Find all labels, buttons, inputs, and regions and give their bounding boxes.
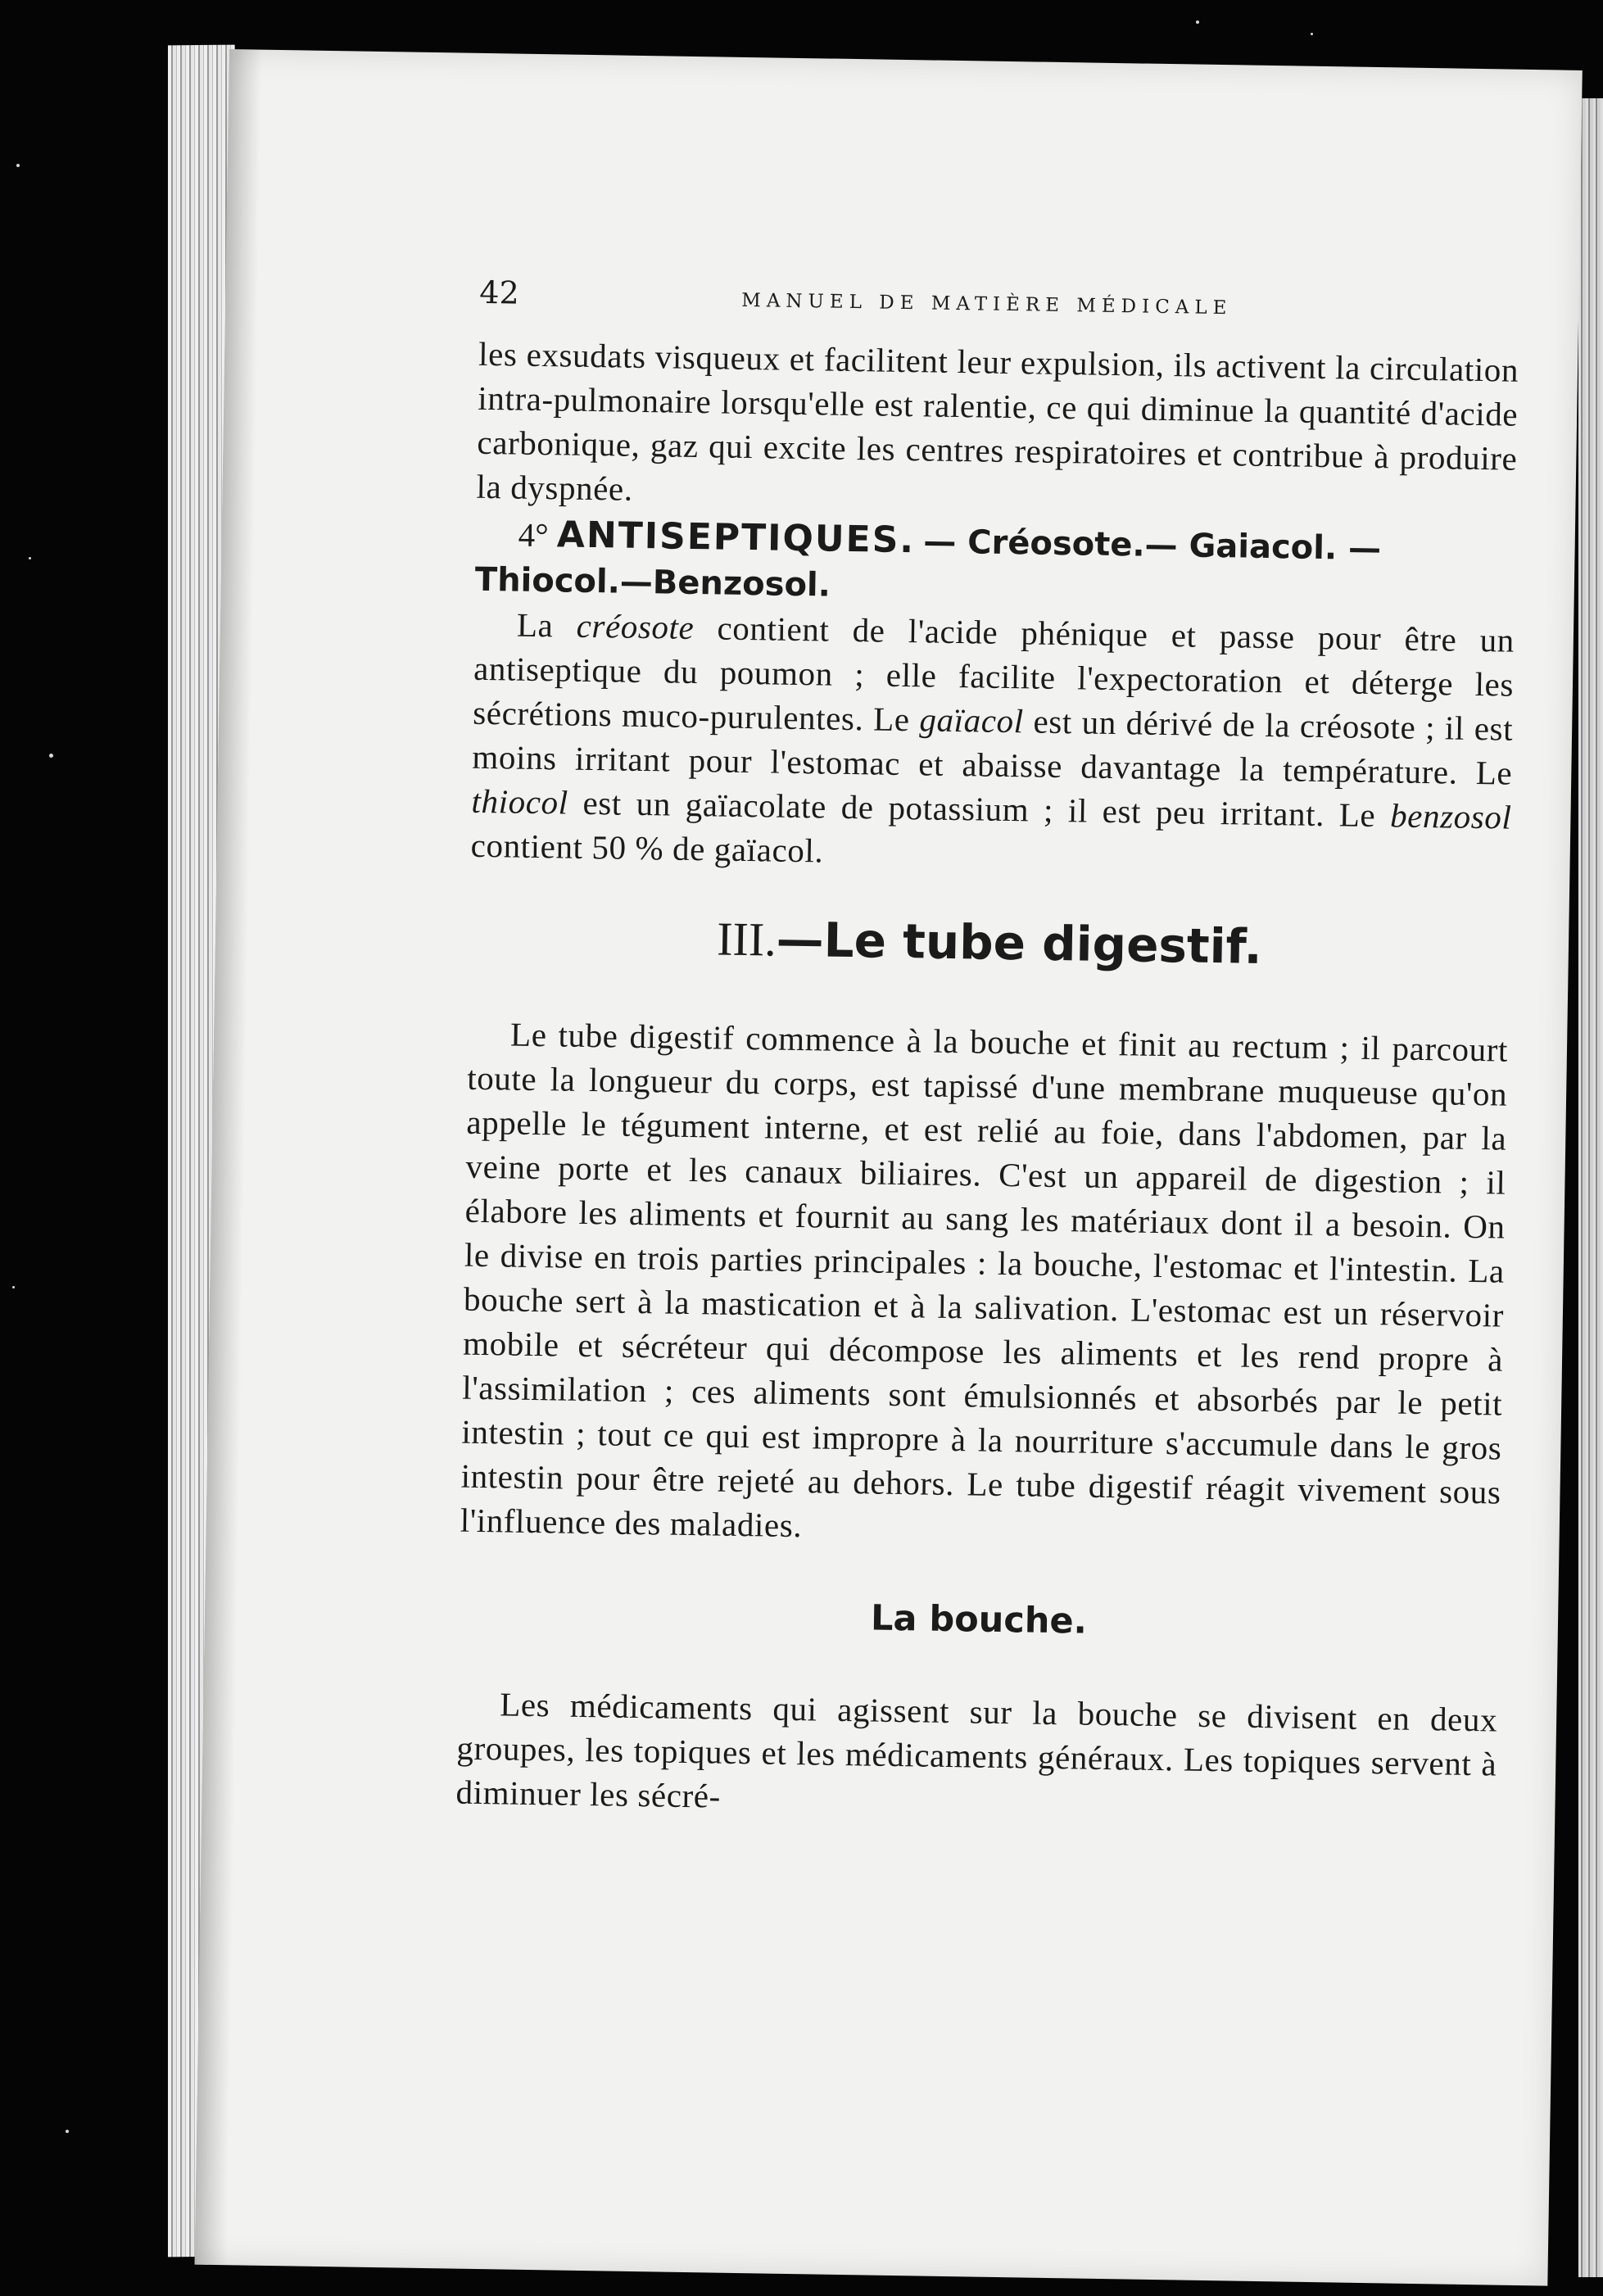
- text-run: contient 50 % de gaïacol.: [470, 826, 824, 870]
- page-content: [455, 274, 1519, 1831]
- text-run: est un dérivé de la créosote ; il est moins irritant pour l'estomac et abaisse davantage la température. Le: [472, 702, 1514, 792]
- scan-speck: [49, 754, 53, 758]
- page-number: 42: [479, 274, 520, 311]
- scan-speck: [29, 557, 31, 559]
- paragraph-continuation: les exsudats visqueux et facilitent leur expulsion, ils activent la circulation intra-pulmonaire lorsqu'elle est ralentie, ce qui diminue la quantité d'acide carbonique, gaz qui excite les centres respiratoires et contribue à produire la dyspnée.: [476, 334, 1519, 508]
- scan-speck: [16, 164, 20, 167]
- italic-term-creosote: créosote: [576, 606, 695, 646]
- text-run: est un gaïacolate de potassium ; il est peu irritant. Le: [568, 783, 1391, 835]
- book-page: [195, 49, 1583, 2286]
- section-title: ANTISEPTIQUES.: [556, 514, 916, 562]
- paragraph-bouche: Les médicaments qui agissent sur la bouche se divisent en deux groupes, les topiques et les médicaments généraux. Les topiques servent à diminuer les sécré-: [455, 1685, 1498, 1815]
- scan-speck: [12, 1286, 15, 1288]
- text-run: La: [516, 605, 577, 645]
- italic-term-thiocol: thiocol: [471, 781, 569, 822]
- section-heading-antiseptiques: [474, 512, 1516, 618]
- section-drug-list: — Créosote.— Gaiacol. —Thiocol.—Benzosol.: [474, 523, 1382, 605]
- paragraph-tube-digestif: Le tube digestif commence à la bouche et finit au rectum ; il parcourt toute la longueur du corps, est tapissé d'une membrane muqueuse qu'on appelle le tégument interne, et est relié au foie, dans l'abdomen, par la veine porte et les canaux biliaires. C'est un appareil de digestion ; il élabore les aliments et fournit au sang les matériaux dont il a besoin. On le divise en trois parties principales : la bouche, l'estomac et l'intestin. La bouche sert à la mastication et à la salivation. L'estomac est un réservoir mobile et sécréteur qui décompose les aliments et les rend propre à l'assimilation ; ces aliments sont émulsionnés et absorbés par le petit intestin ; tout ce qui est impropre à la nourriture s'accumule dans le gros intestin pour être rejeté au dehors. Le tube digestif réagit vivement sous l'influence des maladies.: [460, 1015, 1509, 1545]
- running-title: MANUEL DE MATIÈRE MÉDICALE: [741, 289, 1233, 319]
- chapter-title: —Le tube digestif.: [776, 911, 1263, 975]
- paragraph-antiseptiques: [470, 602, 1515, 884]
- scan-speck: [1196, 20, 1199, 24]
- italic-term-gaiacol: gaïacol: [919, 700, 1025, 740]
- section-number: 4°: [518, 515, 549, 555]
- scan-speck: [1311, 33, 1313, 35]
- subsection-heading: La bouche.: [870, 1597, 1088, 1642]
- book-page-edges-right: [1578, 98, 1603, 2277]
- chapter-numeral: III.: [716, 912, 777, 967]
- italic-term-benzosol: benzosol: [1389, 796, 1512, 836]
- scan-speck: [66, 2130, 69, 2133]
- text-run: contient de l'acide phénique et passe pour être un antiseptique du poumon ; elle facilite l'expectoration et déterge les sécrétions muco-purulentes. Le: [472, 609, 1515, 739]
- chapter-heading: [469, 907, 1510, 979]
